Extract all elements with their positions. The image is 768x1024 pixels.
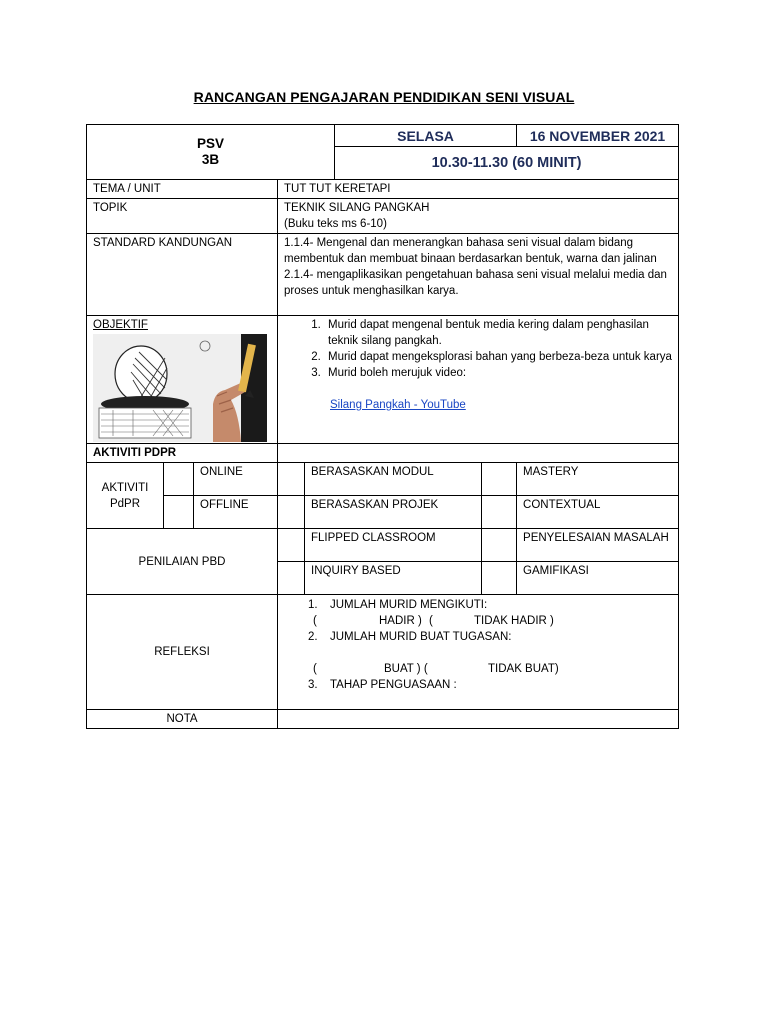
pdpr-label-line2: PdPR [109, 497, 141, 510]
tidak-buat-label: TIDAK BUAT) [488, 663, 559, 675]
topik-line2: (Buku teks ms 6-10) [284, 218, 387, 230]
tidak-hadir-label: TIDAK HADIR ) [474, 615, 554, 627]
topik-label: TOPIK [87, 199, 278, 234]
projek-checkbox[interactable] [278, 496, 305, 529]
document-title: RANCANGAN PENGAJARAN PENDIDIKAN SENI VISUAL [193, 89, 575, 105]
mastery-checkbox[interactable] [482, 463, 517, 496]
refleksi-item1: JUMLAH MURID MENGIKUTI: [330, 599, 488, 611]
contextual-checkbox[interactable] [482, 496, 517, 529]
offline-checkbox[interactable] [164, 496, 194, 529]
berasaskan-modul-label: BERASASKAN MODUL [305, 463, 482, 496]
penyelesaian-masalah-label: PENYELESAIAN MASALAH [517, 529, 679, 562]
standard-label: STANDARD KANDUNGAN [87, 234, 278, 316]
gamifikasi-checkbox[interactable] [482, 562, 517, 595]
refleksi-label: REFLEKSI [87, 595, 278, 710]
objektif-item: 1. Murid dapat mengenal bentuk media kering dalam penghasilan teknik silang pangkah. [324, 317, 672, 349]
topik-line1: TEKNIK SILANG PANGKAH [284, 202, 430, 214]
nota-value[interactable] [278, 710, 679, 729]
objektif-cell [87, 316, 278, 444]
cross-hatching-photo [93, 334, 267, 442]
pdpr-label [87, 463, 164, 529]
standard-item1: 1.1.4- Mengenal dan menerangkan bahasa seni visual dalam bidang membentuk dan membuat binaan berdasarkan bentuk, warna dan jalinan [284, 237, 657, 265]
subject-class-cell [87, 125, 335, 180]
objektif-item: 2. Murid dapat mengeksplorasi bahan yang berbeza-beza untuk karya [324, 349, 672, 365]
refleksi-item2: JUMLAH MURID BUAT TUGASAN: [330, 631, 512, 643]
class: 3B [201, 152, 220, 167]
time: 10.30-11.30 (60 MINIT) [335, 147, 679, 180]
standard-item2: 2.1.4- mengaplikasikan pengetahuan bahasa seni visual melalui media dan proses untuk menghasilkan karya. [284, 269, 667, 297]
nota-label: NOTA [87, 710, 278, 729]
tidak-hadir-open: ( [429, 615, 433, 627]
objektif-label: OBJEKTIF [93, 319, 148, 331]
lesson-plan-table [86, 124, 679, 729]
youtube-link[interactable]: Silang Pangkah - YouTube [330, 399, 466, 411]
penyelesaian-checkbox[interactable] [482, 529, 517, 562]
inquiry-based-label: INQUIRY BASED [305, 562, 482, 595]
flipped-checkbox[interactable] [278, 529, 305, 562]
pdpr-label-line1: AKTIVITI [101, 481, 149, 494]
buat-open: ( [313, 663, 317, 675]
date: 16 NOVEMBER 2021 [517, 125, 679, 147]
objektif-item: 3. Murid boleh merujuk video: [324, 365, 672, 381]
offline-label: OFFLINE [194, 496, 278, 529]
tema-label: TEMA / UNIT [87, 180, 278, 199]
aktiviti-pdpr-heading: AKTIVITI PDPR [87, 444, 278, 463]
buat-label: BUAT ) ( [384, 663, 428, 675]
day: SELASA [335, 125, 517, 147]
objektif-value [278, 316, 679, 444]
penilaian-pbd-label: PENILAIAN PBD [87, 529, 278, 595]
subject: PSV [197, 136, 225, 151]
modul-checkbox[interactable] [278, 463, 305, 496]
aktiviti-pdpr-empty [278, 444, 679, 463]
hadir-open: ( [313, 615, 317, 627]
mastery-label: MASTERY [517, 463, 679, 496]
refleksi-item3: TAHAP PENGUASAAN : [330, 679, 457, 691]
gamifikasi-label: GAMIFIKASI [517, 562, 679, 595]
topik-value [278, 199, 679, 234]
flipped-classroom-label: FLIPPED CLASSROOM [305, 529, 482, 562]
refleksi-value: 1. JUMLAH MURID MENGIKUTI: ( HADIR ) ( TIDAK HADIR ) 2. JUMLAH MURID BUAT TUGASAN: ( BUAT ) ( TIDAK BUAT) 3. TAHAP PENGUASAAN : [278, 595, 679, 710]
objektif-list [284, 317, 672, 381]
online-checkbox[interactable] [164, 463, 194, 496]
standard-value [278, 234, 679, 316]
hadir-label: HADIR ) [379, 615, 422, 627]
inquiry-checkbox[interactable] [278, 562, 305, 595]
tema-value: TUT TUT KERETAPI [278, 180, 679, 199]
contextual-label: CONTEXTUAL [517, 496, 679, 529]
berasaskan-projek-label: BERASASKAN PROJEK [305, 496, 482, 529]
online-label: ONLINE [194, 463, 278, 496]
